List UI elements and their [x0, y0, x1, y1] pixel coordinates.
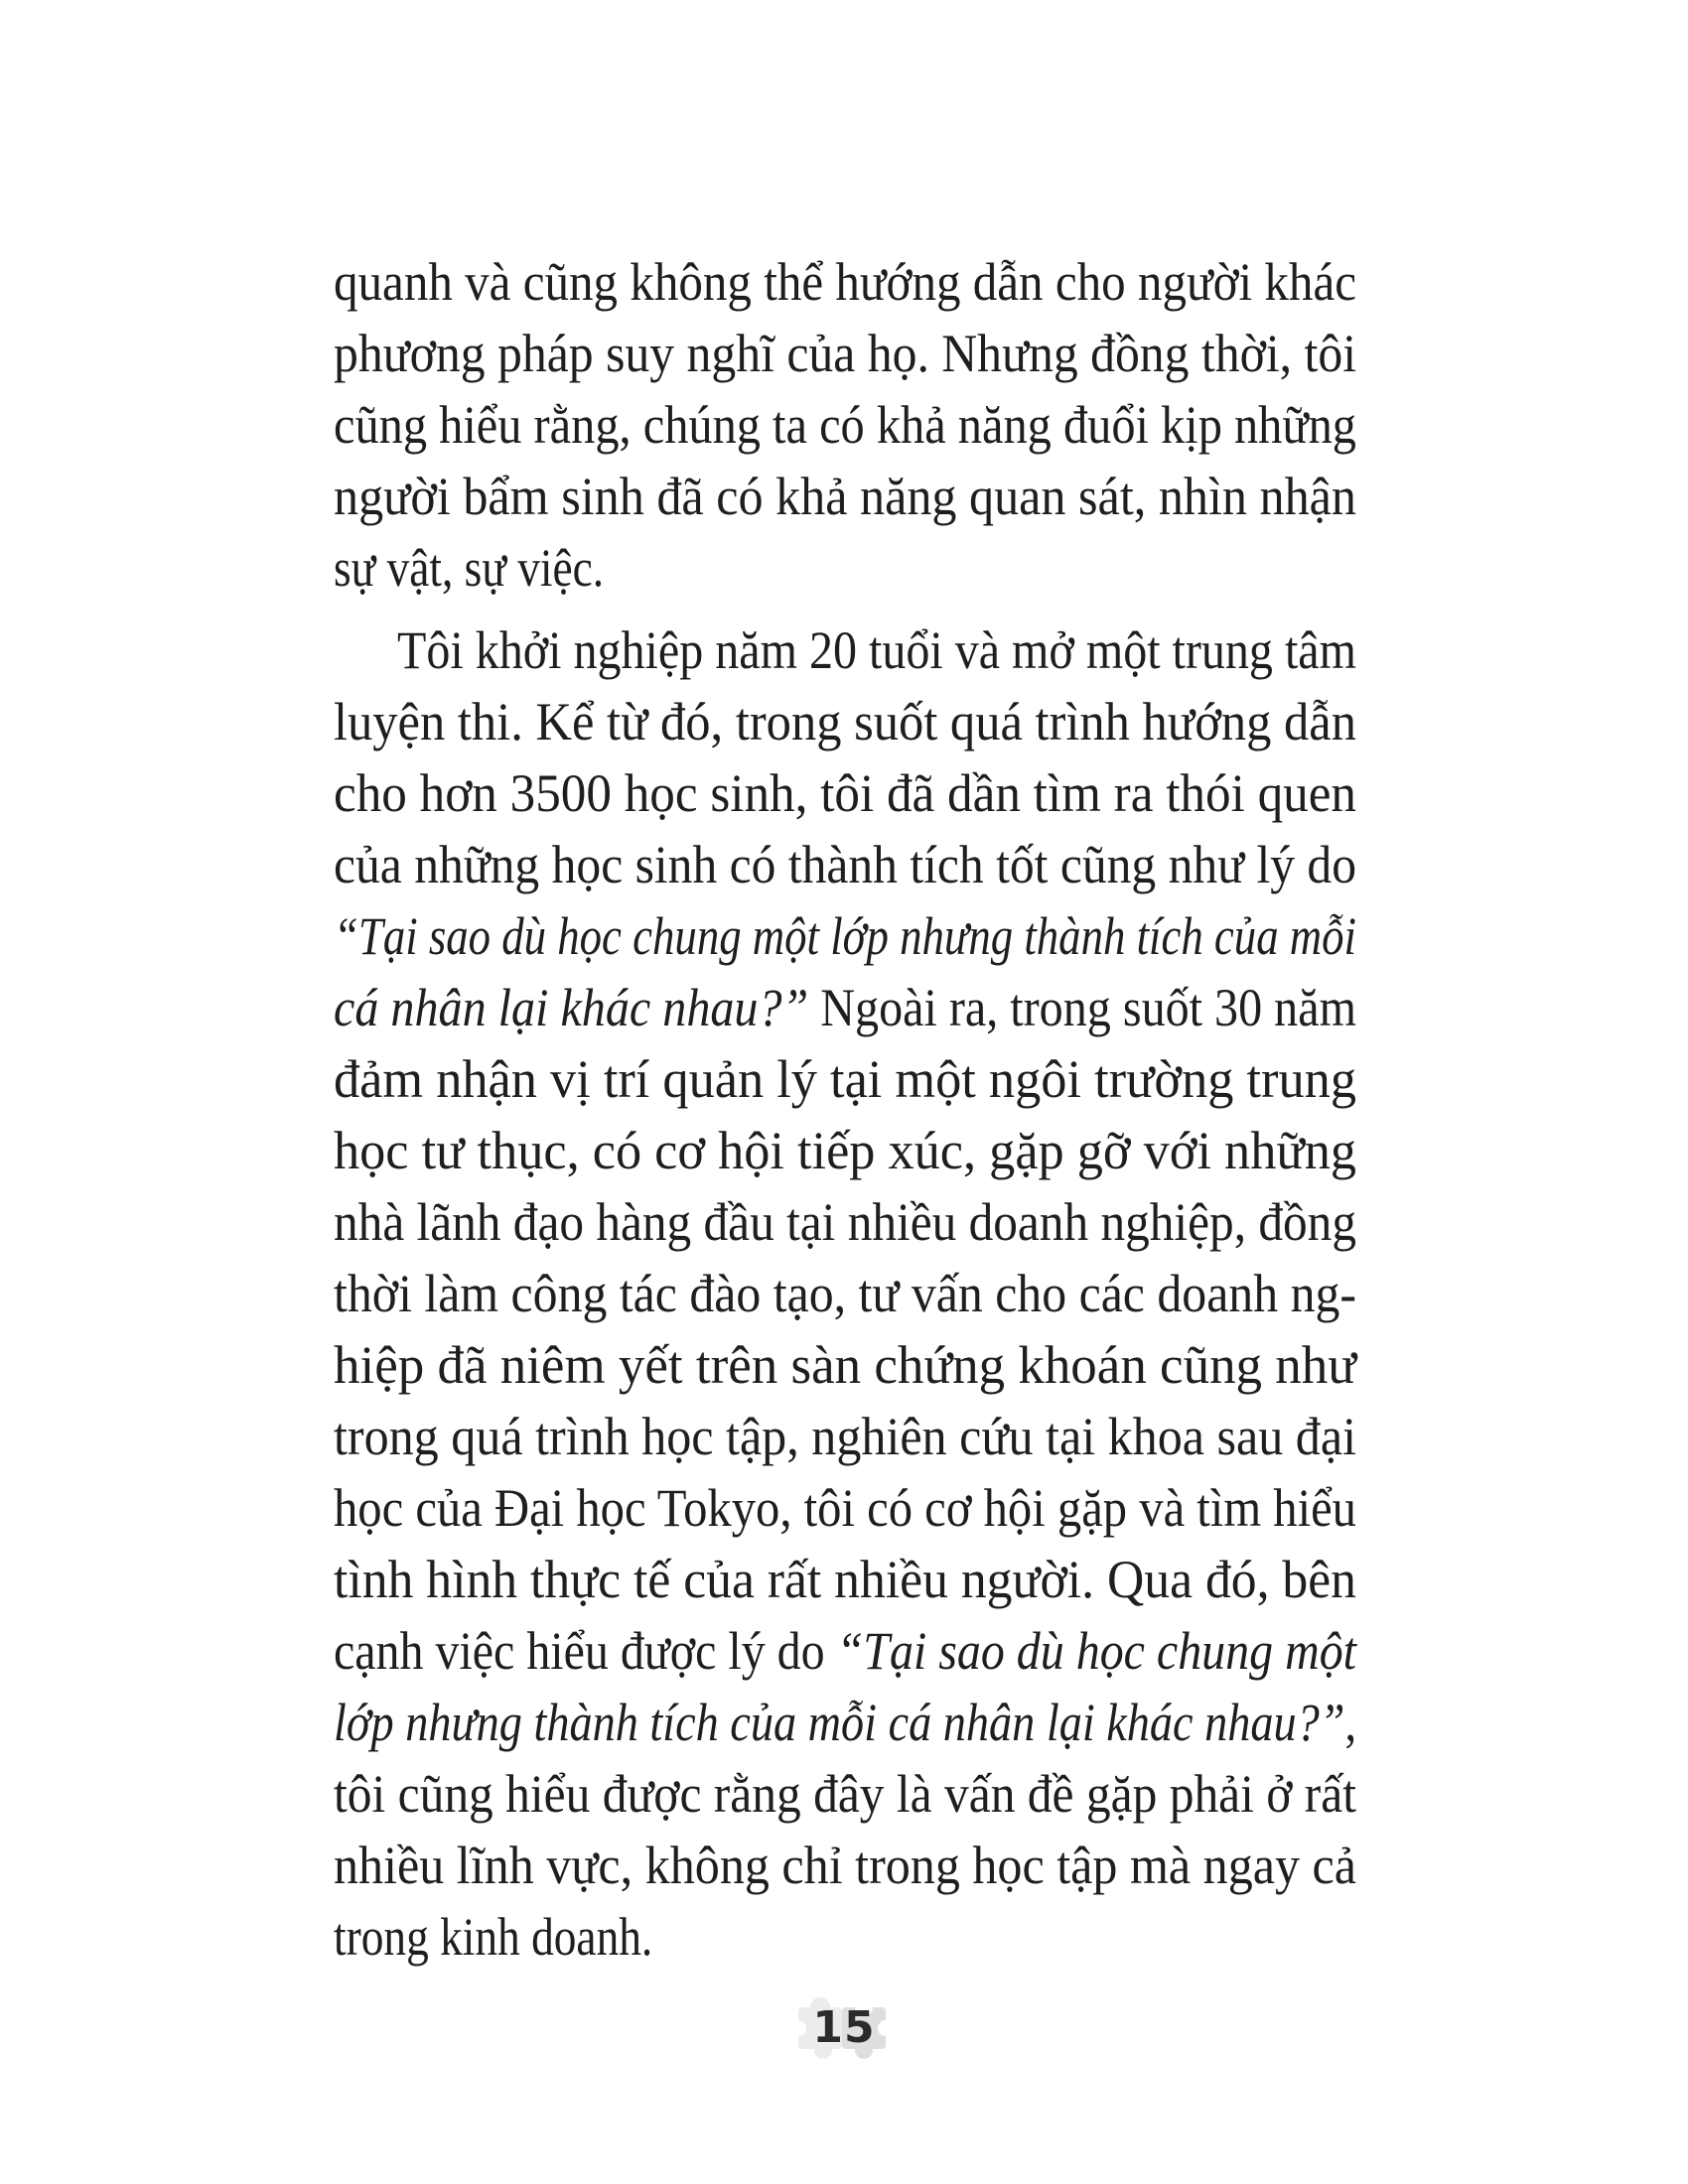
page-number: 15: [812, 2002, 876, 2053]
body-text-segment: cho hơn 3500 học sinh, tôi đã dần tìm ra thói quen: [334, 763, 1356, 823]
text-line-content: [334, 1401, 1356, 1472]
text-line-content: [334, 1043, 1356, 1115]
body-text-segment: nhà lãnh đạo hàng đầu tại nhiều doanh nghiệp, đồng: [334, 1192, 1356, 1252]
quoted-italic-text: “Tại sao dù học chung một: [836, 1621, 1356, 1681]
body-text-segment: thời làm công tác đào tạo, tư vấn cho các doanh ng-: [334, 1264, 1356, 1323]
body-text-segment: Tôi khởi nghiệp năm 20 tuổi và mở một trung tâm: [397, 620, 1356, 680]
text-line-content: [334, 318, 1356, 389]
text-line: [334, 1758, 1356, 1830]
body-text-segment: đảm nhận vị trí quản lý tại một ngôi trường trung: [334, 1049, 1356, 1109]
body-text-segment: Ngoài ra, trong suốt 30 năm: [808, 978, 1356, 1037]
text-line: [334, 900, 1356, 972]
text-line: [397, 614, 1356, 686]
body-text-segment: nhiều lĩnh vực, không chỉ trong học tập mà ngay cả: [334, 1836, 1356, 1895]
body-text-segment: trong quá trình học tập, nghiên cứu tại khoa sau đại: [334, 1407, 1356, 1466]
body-text-segment: tôi cũng hiểu được rằng đây là vấn đề gặp phải ở rất: [334, 1764, 1356, 1824]
text-line-content: [334, 1258, 1356, 1329]
text-line-content: [334, 1758, 1356, 1830]
text-line-content: [334, 1544, 1356, 1615]
text-line-content: [334, 900, 1356, 972]
text-line: [334, 1901, 1356, 1973]
body-text-segment: hiệp đã niêm yết trên sàn chứng khoán cũng như: [334, 1335, 1356, 1395]
quoted-italic-text: cá nhân lại khác nhau?”: [334, 978, 809, 1037]
text-line: [334, 318, 1356, 389]
text-line: [334, 972, 1356, 1043]
text-line: [334, 389, 1356, 461]
text-line-content: [334, 1687, 1356, 1758]
text-line: [334, 1186, 1356, 1258]
text-line-content: [334, 1329, 1356, 1401]
text-line: [334, 1830, 1356, 1901]
text-line: [334, 1329, 1356, 1401]
body-text-segment: cũng hiểu rằng, chúng ta có khả năng đuổi kịp những: [334, 395, 1356, 455]
text-line-content: [334, 1186, 1356, 1258]
text-line: [334, 1687, 1356, 1758]
text-line: [334, 461, 1356, 532]
text-line: [334, 1401, 1356, 1472]
page-footer: [0, 1989, 1688, 2079]
body-text-segment: học của Đại học Tokyo, tôi có cơ hội gặp và tìm hiểu: [334, 1478, 1356, 1538]
text-line-content: [334, 1472, 1356, 1544]
body-text-segment: người bẩm sinh đã có khả năng quan sát, nhìn nhận: [334, 467, 1356, 526]
text-line-content: [334, 686, 1356, 757]
text-line-content: [334, 389, 1356, 461]
body-text-segment: trong kinh doanh.: [334, 1907, 653, 1967]
text-line-content: [334, 972, 1356, 1043]
quoted-italic-text: “Tại sao dù học chung một lớp nhưng thành tích của mỗi: [334, 906, 1356, 966]
text-line-content: [334, 461, 1356, 532]
text-line-content: [334, 1901, 652, 1973]
text-line: [334, 1544, 1356, 1615]
body-text-segment: cạnh việc hiểu được lý do: [334, 1621, 837, 1681]
text-line-content: [334, 1830, 1356, 1901]
body-text-segment: sự vật, sự việc.: [334, 538, 605, 598]
text-line-content: [397, 614, 1356, 686]
text-line-content: [334, 757, 1356, 829]
text-line-content: [334, 246, 1356, 318]
body-text-segment: của những học sinh có thành tích tốt cũng như lý do: [334, 835, 1356, 894]
paragraph: [334, 614, 1356, 1973]
text-line-content: [334, 1115, 1356, 1186]
body-text-segment: phương pháp suy nghĩ của họ. Nhưng đồng thời, tôi: [334, 324, 1356, 383]
text-line: [334, 757, 1356, 829]
body-text-segment: tình hình thực tế của rất nhiều người. Qua đó, bên: [334, 1550, 1356, 1609]
page-number-group: [790, 1989, 898, 2066]
text-line: [334, 532, 1356, 604]
text-line-content: [334, 1615, 1356, 1687]
text-line: [334, 1043, 1356, 1115]
text-line: [334, 1258, 1356, 1329]
body-text-segment: quanh và cũng không thể hướng dẫn cho người khác: [334, 252, 1356, 312]
text-line: [334, 1115, 1356, 1186]
body-text-block: [334, 246, 1356, 1973]
text-line-content: [334, 532, 604, 604]
text-line-content: [334, 829, 1356, 900]
paragraph: [334, 246, 1356, 604]
text-line: [334, 246, 1356, 318]
body-text-segment: luyện thi. Kể từ đó, trong suốt quá trình hướng dẫn: [334, 692, 1356, 751]
body-text-segment: ,: [1344, 1693, 1356, 1752]
text-line: [334, 686, 1356, 757]
text-line: [334, 1472, 1356, 1544]
quoted-italic-text: lớp nhưng thành tích của mỗi cá nhân lại khác nhau?”: [334, 1693, 1345, 1752]
text-line: [334, 1615, 1356, 1687]
text-line: [334, 829, 1356, 900]
body-text-segment: học tư thục, có cơ hội tiếp xúc, gặp gỡ với những: [334, 1121, 1356, 1180]
